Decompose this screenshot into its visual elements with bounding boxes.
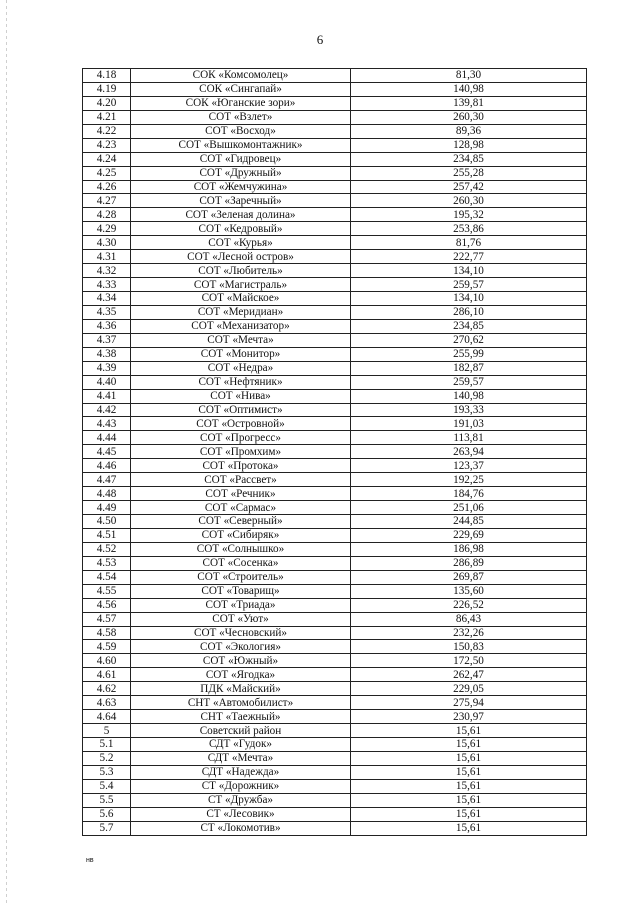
table-row — [83, 403, 587, 417]
table-row — [83, 69, 587, 83]
organization-name-cell: СОТ «Кедровый» — [131, 222, 351, 236]
organization-name-cell: СОК «Комсомолец» — [131, 69, 351, 83]
page-number: 6 — [316, 32, 324, 47]
value-cell: 222,77 — [351, 250, 587, 264]
organization-name-cell: СОТ «Магистраль» — [131, 278, 351, 292]
organization-name-cell: СОТ «Солнышко» — [131, 542, 351, 556]
value-cell: 15,61 — [351, 807, 587, 821]
value-cell: 234,85 — [351, 319, 587, 333]
value-cell: 15,61 — [351, 793, 587, 807]
organization-name-cell: СОТ «Ягодка» — [131, 668, 351, 682]
table-row — [83, 431, 587, 445]
row-number-cell: 4.39 — [83, 361, 131, 375]
row-number-cell: 4.46 — [83, 459, 131, 473]
row-number-cell: 4.59 — [83, 640, 131, 654]
value-cell: 251,06 — [351, 501, 587, 515]
organization-name-cell: СОТ «Южный» — [131, 654, 351, 668]
row-number-cell: 4.33 — [83, 278, 131, 292]
value-cell: 150,83 — [351, 640, 587, 654]
tariff-table — [82, 68, 587, 836]
organization-name-cell: СОТ «Сибиряк» — [131, 528, 351, 542]
table-row — [83, 319, 587, 333]
organization-name-cell: СОТ «Сармас» — [131, 501, 351, 515]
table-row — [83, 250, 587, 264]
table-row — [83, 528, 587, 542]
table-row — [83, 473, 587, 487]
table-row — [83, 138, 587, 152]
value-cell: 257,42 — [351, 180, 587, 194]
value-cell: 15,61 — [351, 765, 587, 779]
organization-name-cell: СОТ «Зеленая долина» — [131, 208, 351, 222]
organization-name-cell: СТ «Локомотив» — [131, 821, 351, 835]
value-cell: 140,98 — [351, 389, 587, 403]
organization-name-cell: СОТ «Жемчужина» — [131, 180, 351, 194]
value-cell: 195,32 — [351, 208, 587, 222]
table-row — [83, 556, 587, 570]
row-number-cell: 4.43 — [83, 417, 131, 431]
organization-name-cell: СОТ «Промхим» — [131, 445, 351, 459]
value-cell: 269,87 — [351, 570, 587, 584]
table-row — [83, 389, 587, 403]
value-cell: 260,30 — [351, 194, 587, 208]
organization-name-cell: СОТ «Экология» — [131, 640, 351, 654]
row-number-cell: 4.41 — [83, 389, 131, 403]
row-number-cell: 4.19 — [83, 82, 131, 96]
row-number-cell: 4.58 — [83, 626, 131, 640]
table-row — [83, 542, 587, 556]
row-number-cell: 4.55 — [83, 584, 131, 598]
value-cell: 286,10 — [351, 305, 587, 319]
row-number-cell: 4.61 — [83, 668, 131, 682]
table-row — [83, 807, 587, 821]
organization-name-cell: СОТ «Взлет» — [131, 110, 351, 124]
organization-name-cell: СТ «Дорожник» — [131, 779, 351, 793]
value-cell: 140,98 — [351, 82, 587, 96]
organization-name-cell: СОТ «Гидровец» — [131, 152, 351, 166]
organization-name-cell: СДТ «Надежда» — [131, 765, 351, 779]
organization-name-cell: СОТ «Дружный» — [131, 166, 351, 180]
scan-edge-mark — [6, 0, 7, 905]
table-row — [83, 515, 587, 529]
table-row — [83, 236, 587, 250]
organization-name-cell: СОТ «Рассвет» — [131, 473, 351, 487]
organization-name-cell: СОТ «Прогресс» — [131, 431, 351, 445]
row-number-cell: 5.4 — [83, 779, 131, 793]
table-row — [83, 82, 587, 96]
table-row — [83, 417, 587, 431]
table-row — [83, 626, 587, 640]
organization-name-cell: СОТ «Майское» — [131, 292, 351, 306]
table-row — [83, 110, 587, 124]
value-cell: 255,28 — [351, 166, 587, 180]
row-number-cell: 4.42 — [83, 403, 131, 417]
table-row — [83, 194, 587, 208]
row-number-cell: 4.52 — [83, 542, 131, 556]
table-row — [83, 361, 587, 375]
row-number-cell: 4.26 — [83, 180, 131, 194]
organization-name-cell: СОТ «Речник» — [131, 487, 351, 501]
table-row — [83, 208, 587, 222]
table-row — [83, 710, 587, 724]
organization-name-cell: СОТ «Оптимист» — [131, 403, 351, 417]
organization-name-cell: СНТ «Таежный» — [131, 710, 351, 724]
organization-name-cell: СОТ «Северный» — [131, 515, 351, 529]
organization-name-cell: СТ «Дружба» — [131, 793, 351, 807]
value-cell: 226,52 — [351, 598, 587, 612]
organization-name-cell: СОТ «Триада» — [131, 598, 351, 612]
value-cell: 244,85 — [351, 515, 587, 529]
organization-name-cell: СОТ «Уют» — [131, 612, 351, 626]
table-row — [83, 152, 587, 166]
organization-name-cell: СОТ «Курья» — [131, 236, 351, 250]
row-number-cell: 5 — [83, 724, 131, 738]
row-number-cell: 5.1 — [83, 738, 131, 752]
row-number-cell: 4.25 — [83, 166, 131, 180]
row-number-cell: 4.27 — [83, 194, 131, 208]
organization-name-cell: СОТ «Любитель» — [131, 264, 351, 278]
table-row — [83, 724, 587, 738]
value-cell: 182,87 — [351, 361, 587, 375]
organization-name-cell: СОТ «Нефтяник» — [131, 375, 351, 389]
organization-name-cell: СДТ «Гудок» — [131, 738, 351, 752]
table-row — [83, 166, 587, 180]
value-cell: 270,62 — [351, 333, 587, 347]
organization-name-cell: СОТ «Механизатор» — [131, 319, 351, 333]
value-cell: 184,76 — [351, 487, 587, 501]
table-row — [83, 333, 587, 347]
organization-name-cell: СОТ «Мечта» — [131, 333, 351, 347]
value-cell: 15,61 — [351, 724, 587, 738]
row-number-cell: 4.51 — [83, 528, 131, 542]
value-cell: 15,61 — [351, 779, 587, 793]
table-row — [83, 459, 587, 473]
table-row — [83, 598, 587, 612]
row-number-cell: 4.30 — [83, 236, 131, 250]
value-cell: 275,94 — [351, 696, 587, 710]
organization-name-cell: СОТ «Строитель» — [131, 570, 351, 584]
value-cell: 128,98 — [351, 138, 587, 152]
table-row — [83, 738, 587, 752]
row-number-cell: 4.18 — [83, 69, 131, 83]
row-number-cell: 4.62 — [83, 682, 131, 696]
row-number-cell: 4.36 — [83, 319, 131, 333]
row-number-cell: 5.2 — [83, 751, 131, 765]
value-cell: 259,57 — [351, 278, 587, 292]
value-cell: 259,57 — [351, 375, 587, 389]
row-number-cell: 4.48 — [83, 487, 131, 501]
organization-name-cell: СОТ «Заречный» — [131, 194, 351, 208]
row-number-cell: 4.29 — [83, 222, 131, 236]
row-number-cell: 4.49 — [83, 501, 131, 515]
row-number-cell: 4.54 — [83, 570, 131, 584]
row-number-cell: 4.50 — [83, 515, 131, 529]
row-number-cell: 4.53 — [83, 556, 131, 570]
organization-name-cell: СОТ «Островной» — [131, 417, 351, 431]
row-number-cell: 4.45 — [83, 445, 131, 459]
organization-name-cell: СОТ «Меридиан» — [131, 305, 351, 319]
organization-name-cell: СОТ «Вышкомонтажник» — [131, 138, 351, 152]
table-row — [83, 305, 587, 319]
row-number-cell: 4.38 — [83, 347, 131, 361]
row-number-cell: 4.60 — [83, 654, 131, 668]
value-cell: 230,97 — [351, 710, 587, 724]
table-row — [83, 278, 587, 292]
row-number-cell: 4.24 — [83, 152, 131, 166]
table-body — [83, 69, 587, 836]
table-row — [83, 668, 587, 682]
organization-name-cell: Советский район — [131, 724, 351, 738]
table-row — [83, 570, 587, 584]
organization-name-cell: СОТ «Товарищ» — [131, 584, 351, 598]
row-number-cell: 4.63 — [83, 696, 131, 710]
table-row — [83, 347, 587, 361]
table-row — [83, 501, 587, 515]
row-number-cell: 5.6 — [83, 807, 131, 821]
table-row — [83, 292, 587, 306]
row-number-cell: 4.32 — [83, 264, 131, 278]
row-number-cell: 4.44 — [83, 431, 131, 445]
table-row — [83, 96, 587, 110]
organization-name-cell: СОТ «Протока» — [131, 459, 351, 473]
organization-name-cell: СОТ «Лесной остров» — [131, 250, 351, 264]
table-row — [83, 584, 587, 598]
value-cell: 186,98 — [351, 542, 587, 556]
value-cell: 191,03 — [351, 417, 587, 431]
row-number-cell: 4.35 — [83, 305, 131, 319]
footer-note: нв — [86, 857, 94, 864]
table-row — [83, 765, 587, 779]
row-number-cell: 4.34 — [83, 292, 131, 306]
row-number-cell: 4.20 — [83, 96, 131, 110]
table-row — [83, 264, 587, 278]
organization-name-cell: СОТ «Нива» — [131, 389, 351, 403]
value-cell: 234,85 — [351, 152, 587, 166]
value-cell: 81,30 — [351, 69, 587, 83]
table-row — [83, 612, 587, 626]
value-cell: 172,50 — [351, 654, 587, 668]
row-number-cell: 4.57 — [83, 612, 131, 626]
organization-name-cell: СОТ «Монитор» — [131, 347, 351, 361]
table-row — [83, 779, 587, 793]
value-cell: 260,30 — [351, 110, 587, 124]
value-cell: 86,43 — [351, 612, 587, 626]
table-row — [83, 751, 587, 765]
organization-name-cell: СОТ «Чесновский» — [131, 626, 351, 640]
row-number-cell: 4.40 — [83, 375, 131, 389]
value-cell: 263,94 — [351, 445, 587, 459]
row-number-cell: 4.28 — [83, 208, 131, 222]
row-number-cell: 4.37 — [83, 333, 131, 347]
organization-name-cell: СНТ «Автомобилист» — [131, 696, 351, 710]
row-number-cell: 4.47 — [83, 473, 131, 487]
organization-name-cell: СОТ «Сосенка» — [131, 556, 351, 570]
row-number-cell: 4.31 — [83, 250, 131, 264]
table-row — [83, 696, 587, 710]
row-number-cell: 4.64 — [83, 710, 131, 724]
value-cell: 286,89 — [351, 556, 587, 570]
row-number-cell: 4.23 — [83, 138, 131, 152]
value-cell: 193,33 — [351, 403, 587, 417]
value-cell: 139,81 — [351, 96, 587, 110]
table-row — [83, 180, 587, 194]
value-cell: 15,61 — [351, 738, 587, 752]
value-cell: 135,60 — [351, 584, 587, 598]
value-cell: 81,76 — [351, 236, 587, 250]
value-cell: 229,69 — [351, 528, 587, 542]
value-cell: 253,86 — [351, 222, 587, 236]
table-row — [83, 487, 587, 501]
table-row — [83, 222, 587, 236]
row-number-cell: 4.22 — [83, 124, 131, 138]
value-cell: 192,25 — [351, 473, 587, 487]
table-row — [83, 445, 587, 459]
value-cell: 134,10 — [351, 292, 587, 306]
table-row — [83, 793, 587, 807]
value-cell: 15,61 — [351, 821, 587, 835]
organization-name-cell: СОК «Юганские зори» — [131, 96, 351, 110]
value-cell: 232,26 — [351, 626, 587, 640]
table-row — [83, 654, 587, 668]
organization-name-cell: ПДК «Майский» — [131, 682, 351, 696]
table-row — [83, 821, 587, 835]
value-cell: 113,81 — [351, 431, 587, 445]
table-row — [83, 640, 587, 654]
value-cell: 255,99 — [351, 347, 587, 361]
value-cell: 229,05 — [351, 682, 587, 696]
table-row — [83, 375, 587, 389]
organization-name-cell: СОТ «Недра» — [131, 361, 351, 375]
value-cell: 89,36 — [351, 124, 587, 138]
organization-name-cell: СТ «Лесовик» — [131, 807, 351, 821]
organization-name-cell: СОТ «Восход» — [131, 124, 351, 138]
table-row — [83, 124, 587, 138]
organization-name-cell: СДТ «Мечта» — [131, 751, 351, 765]
value-cell: 123,37 — [351, 459, 587, 473]
row-number-cell: 5.3 — [83, 765, 131, 779]
value-cell: 262,47 — [351, 668, 587, 682]
value-cell: 15,61 — [351, 751, 587, 765]
row-number-cell: 4.21 — [83, 110, 131, 124]
table-row — [83, 682, 587, 696]
row-number-cell: 5.5 — [83, 793, 131, 807]
value-cell: 134,10 — [351, 264, 587, 278]
row-number-cell: 5.7 — [83, 821, 131, 835]
organization-name-cell: СОК «Сингапай» — [131, 82, 351, 96]
row-number-cell: 4.56 — [83, 598, 131, 612]
